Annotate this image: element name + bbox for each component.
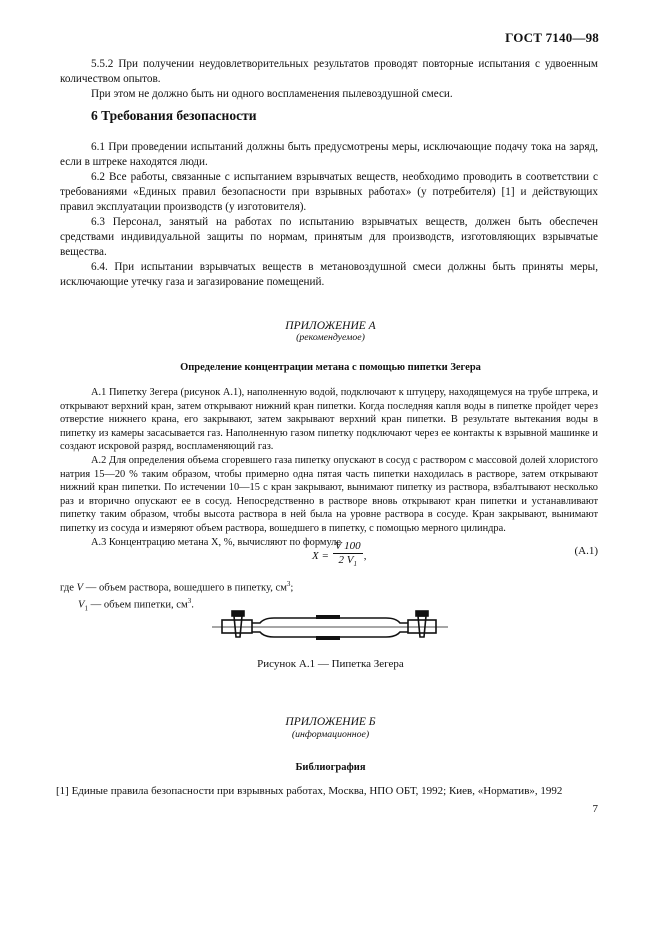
bibliography-entry: [1] Единые правила безопасности при взрывных работах, Москва, НПО ОБТ, 1992; Киев, «Норматив», 1992 xyxy=(56,785,563,797)
paragraph: 6.2 Все работы, связанные с испытанием взрывчатых веществ, необходимо проводить в соответствии с требованиями «Единых правил безопасности при взрывных работах» (у потребителя) [1] и действующих правил эксплуатации производств (у изготовителя). xyxy=(60,171,598,213)
appendix-b-title: ПРИЛОЖЕНИЕ Б xyxy=(285,716,376,728)
legend-line-v1: $V_1$ — объем пипетки, $см^3$. xyxy=(78,596,194,613)
paragraph: А.1 Пипетку Зегера (рисунок А.1), наполненную водой, подключают к штуцеру, находящемуся на трубе штрека, и открывают верхний кран, затем открывают нижний кран пипетки. Когда последняя капля воды в пипетке пройдет через отверстие нижнего крана, его закрывают, затем закрывают верхний кран пипетки. В результате вытекания воды в пипетку из камеры засасывается газ. Наполненную газом пипетку подключают через ее контакты к взрывной машинке и создают искровой разряд, воспламеняющий газ. xyxy=(60,387,598,453)
figure-caption: Рисунок А.1 — Пипетка Зегера xyxy=(257,658,404,670)
pipette-drawing-icon xyxy=(212,606,448,646)
legend-line-v: где V — объем раствора, вошедшего в пипетку, $см^3$; xyxy=(60,580,294,594)
paragraph: А.2 Для определения объема сгоревшего газа пипетку опускают в сосуд с раствором с массовой долей хлористого натрия 15—20 % таким образом, чтобы примерно одна пятая часть пипетки находилась в растворе, затем открывают нижний кран пипетки. По истечении 10—15 с кран закрывают, вынимают пипетку из раствора, взбалтывают несколько раз и вторично опускают ее в сосуд. Непосредственно в растворе вновь открывают кран пипетки и устанавливают пипетку таким образом, чтобы высота раствора в ней была на уровне раствора в сосуде. Кран закрывают, вынимают пипетку из сосуда и измеряют объем раствора, вошедшего в пипетку, с помощью мерного цилиндра. xyxy=(60,454,598,534)
formula-comma: , xyxy=(363,549,367,562)
appendix-a-heading: Определение концентрации метана с помощью пипетки Зегера xyxy=(180,362,481,373)
section-6-text xyxy=(60,140,598,290)
paragraph: А.3 Концентрацию метана X, %, вычисляют по формуле xyxy=(91,536,341,548)
appendix-a-title: ПРИЛОЖЕНИЕ А xyxy=(285,320,376,332)
appendix-b-heading: Библиография xyxy=(295,762,366,773)
paragraph: 6.1 При проведении испытаний должны быть предусмотрены меры, исключающие подачу тока на заряд, если в штреке находятся люди. xyxy=(60,141,598,168)
section-6-title: 6 Требования безопасности xyxy=(91,108,257,123)
equation-number: (А.1) xyxy=(574,545,598,557)
paragraph: При этом не должно быть ни одного воспламенения пылевоздушной смеси. xyxy=(91,88,453,100)
paragraph: 5.5.2 При получении неудовлетворительных результатов проводят повторные испытания с удвоенным количеством опытов. xyxy=(60,58,598,85)
appendix-b-status: (информационное) xyxy=(291,729,370,740)
appendix-a-text xyxy=(60,386,598,549)
formula-fraction xyxy=(333,540,363,571)
formula-denominator: 2 $V_1$ xyxy=(338,554,358,569)
paragraph: 6.3 Персонал, занятый на работах по испытанию взрывчатых веществ, должен быть обеспечен средствами индивидуальной защиты по нормам, принятым для производств, изготовляющих взрывчатые вещества. xyxy=(60,216,598,258)
seger-pipette-figure xyxy=(212,606,448,651)
section-5-text xyxy=(60,57,598,102)
formula-a1 xyxy=(312,540,366,571)
formula-numerator: V 100 xyxy=(334,540,361,552)
paragraph: 6.4. При испытании взрывчатых веществ в метановоздушной смеси должны быть приняты меры, исключающие утечку газа и загазирование помещений. xyxy=(60,261,598,288)
page-number: 7 xyxy=(592,803,598,815)
document-code: ГОСТ 7140—98 xyxy=(505,30,599,45)
appendix-a-status: (рекомендуемое) xyxy=(296,332,365,343)
formula-lhs: X = xyxy=(312,549,329,562)
